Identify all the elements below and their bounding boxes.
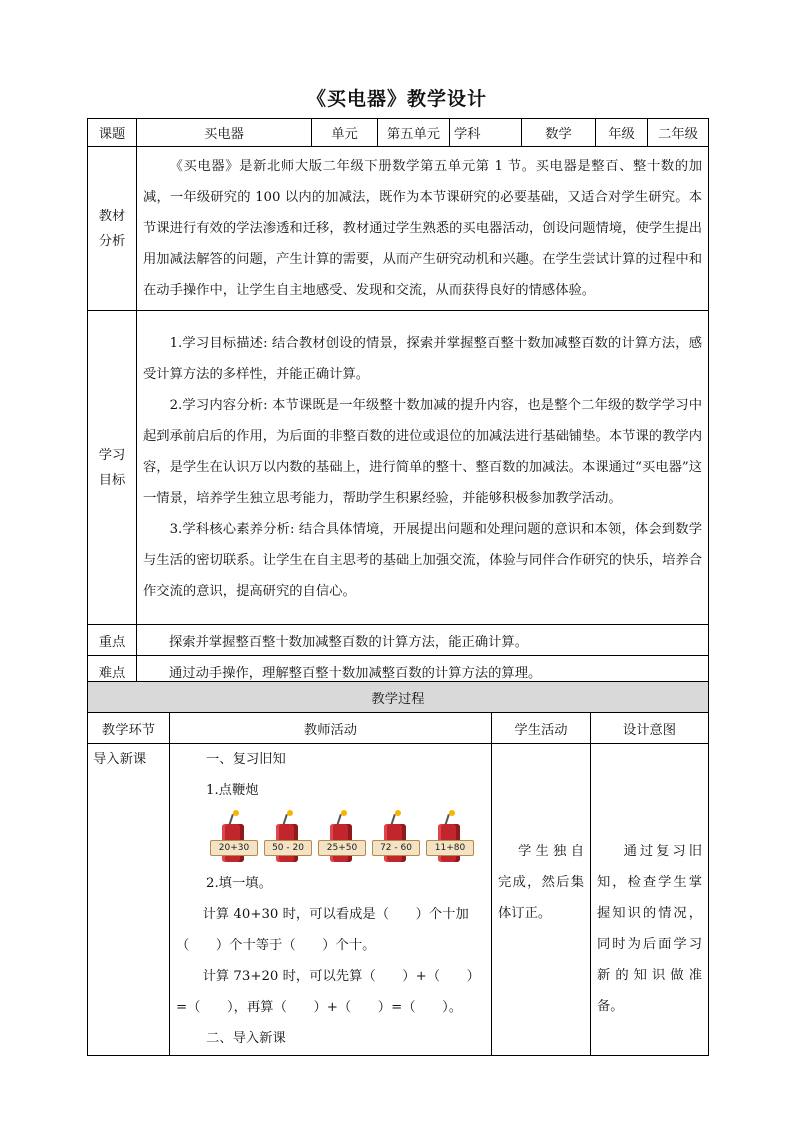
firecracker-icon <box>324 818 358 862</box>
student-activity: 学生独自完成，然后集体订正。 <box>492 744 591 1056</box>
process-columns-row <box>88 713 709 744</box>
subject-value: 数学 <box>522 119 596 147</box>
col-intent-header: 设计意图 <box>591 713 709 744</box>
goal-paragraph-3: 3.学科核心素养分析: 结合具体情境，开展提出问题和处理问题的意识和本领，体会到数学与生活的密切联系。让学生在自主思考的基础上加强交流，体验与同伴合作研究的快乐，培养合作交流的意识，提高研究的自信心。 <box>143 522 702 599</box>
key-point-text: 探索并掌握整百整十数加减整百数的计算方法，能正确计算。 <box>137 625 709 656</box>
topic-label: 课题 <box>88 119 137 147</box>
firecracker-label: 72 - 60 <box>372 840 420 856</box>
stage-cell: 导入新课 <box>88 744 170 1056</box>
topic-value: 买电器 <box>137 119 312 147</box>
goals-row <box>88 311 709 625</box>
goals-label: 学习 目标 <box>88 311 137 625</box>
info-table <box>87 118 709 687</box>
key-point-row <box>88 625 709 656</box>
grade-label: 年级 <box>596 119 648 147</box>
fill-in-question-2: 计算 73+20 时，可以先算（ ）+（ ）=（ ），再算（ ）+（ ）=（ ）。 <box>176 969 480 1015</box>
intro-row <box>88 744 709 1056</box>
firecracker-label: 50 - 20 <box>264 840 312 856</box>
intro-heading: 二、导入新课 <box>206 1031 286 1046</box>
firecracker-label: 20+30 <box>210 840 258 856</box>
difficulty-label: 难点 <box>88 656 137 687</box>
subject-label: 学科 <box>450 119 522 147</box>
analysis-label: 教材 分析 <box>88 147 137 311</box>
firecracker-icon <box>216 818 250 862</box>
process-header-row <box>88 682 709 713</box>
firecracker-label: 11+80 <box>426 840 474 856</box>
firecracker-icon <box>378 818 412 862</box>
firecracker-row <box>176 806 485 868</box>
teacher-activity <box>170 744 492 1056</box>
process-header: 教学过程 <box>88 682 709 713</box>
review-heading: 一、复习旧知 <box>206 752 286 767</box>
difficulty-text: 通过动手操作，理解整百整十数加减整百数的计算方法的算理。 <box>137 656 709 687</box>
col-student-header: 学生活动 <box>492 713 591 744</box>
key-point-label: 重点 <box>88 625 137 656</box>
col-teacher-header: 教师活动 <box>170 713 492 744</box>
firecracker-label: 25+50 <box>318 840 366 856</box>
firecracker-icon <box>270 818 304 862</box>
firecracker-task: 1.点鞭炮 <box>206 783 259 798</box>
process-table <box>87 681 709 1056</box>
goal-paragraph-1: 1.学习目标描述: 结合教材创设的情景，探索并掌握整百整十数加减整百数的计算方法，感受计算方法的多样性，并能正确计算。 <box>143 336 702 382</box>
grade-value: 二年级 <box>648 119 709 147</box>
firecracker-icon <box>432 818 466 862</box>
goals-text <box>137 311 709 625</box>
info-row <box>88 119 709 147</box>
fill-in-task: 2.填一填。 <box>206 876 272 891</box>
design-intent: 通过复习旧知，检查学生掌握知识的情况，同时为后面学习新的知识做准备。 <box>591 744 709 1056</box>
document-title: 《买电器》教学设计 <box>306 88 487 110</box>
goal-paragraph-2: 2.学习内容分析: 本节课既是一年级整十数加减的提升内容，也是整个二年级的数学学习中起到承前启后的作用，为后面的非整百数的进位或退位的加减法进行基础铺垫。本节课的教学内容，是学生在认识万以内数的基础上，进行简单的整十、整百数的加减法。本课通过“买电器”这一情景，培养学生独立思考能力，帮助学生积累经验，并能够积极参加教学活动。 <box>143 398 702 506</box>
col-stage-header: 教学环节 <box>88 713 170 744</box>
analysis-text: 《买电器》是新北师大版二年级下册数学第五单元第 1 节。买电器是整百、整十数的加减，一年级研究的 100 以内的加减法，既作为本节课研究的必要基础，又适合对学生研究。本节课进行有效的学法渗透和迁移，教材通过学生熟悉的买电器活动，创设问题情境，使学生提出用加减法解答的问题，产生计算的需要，从而产生研究动机和兴趣。在学生尝试计算的过程中和在动手操作中，让学生自主地感受、发现和交流，从而获得良好的情感体验。 <box>137 147 709 311</box>
analysis-row <box>88 147 709 311</box>
fill-in-question-1: 计算 40+30 时，可以看成是（ ）个十加（ ）个十等于（ ）个十。 <box>176 907 469 953</box>
unit-label: 单元 <box>312 119 378 147</box>
unit-value: 第五单元 <box>378 119 450 147</box>
